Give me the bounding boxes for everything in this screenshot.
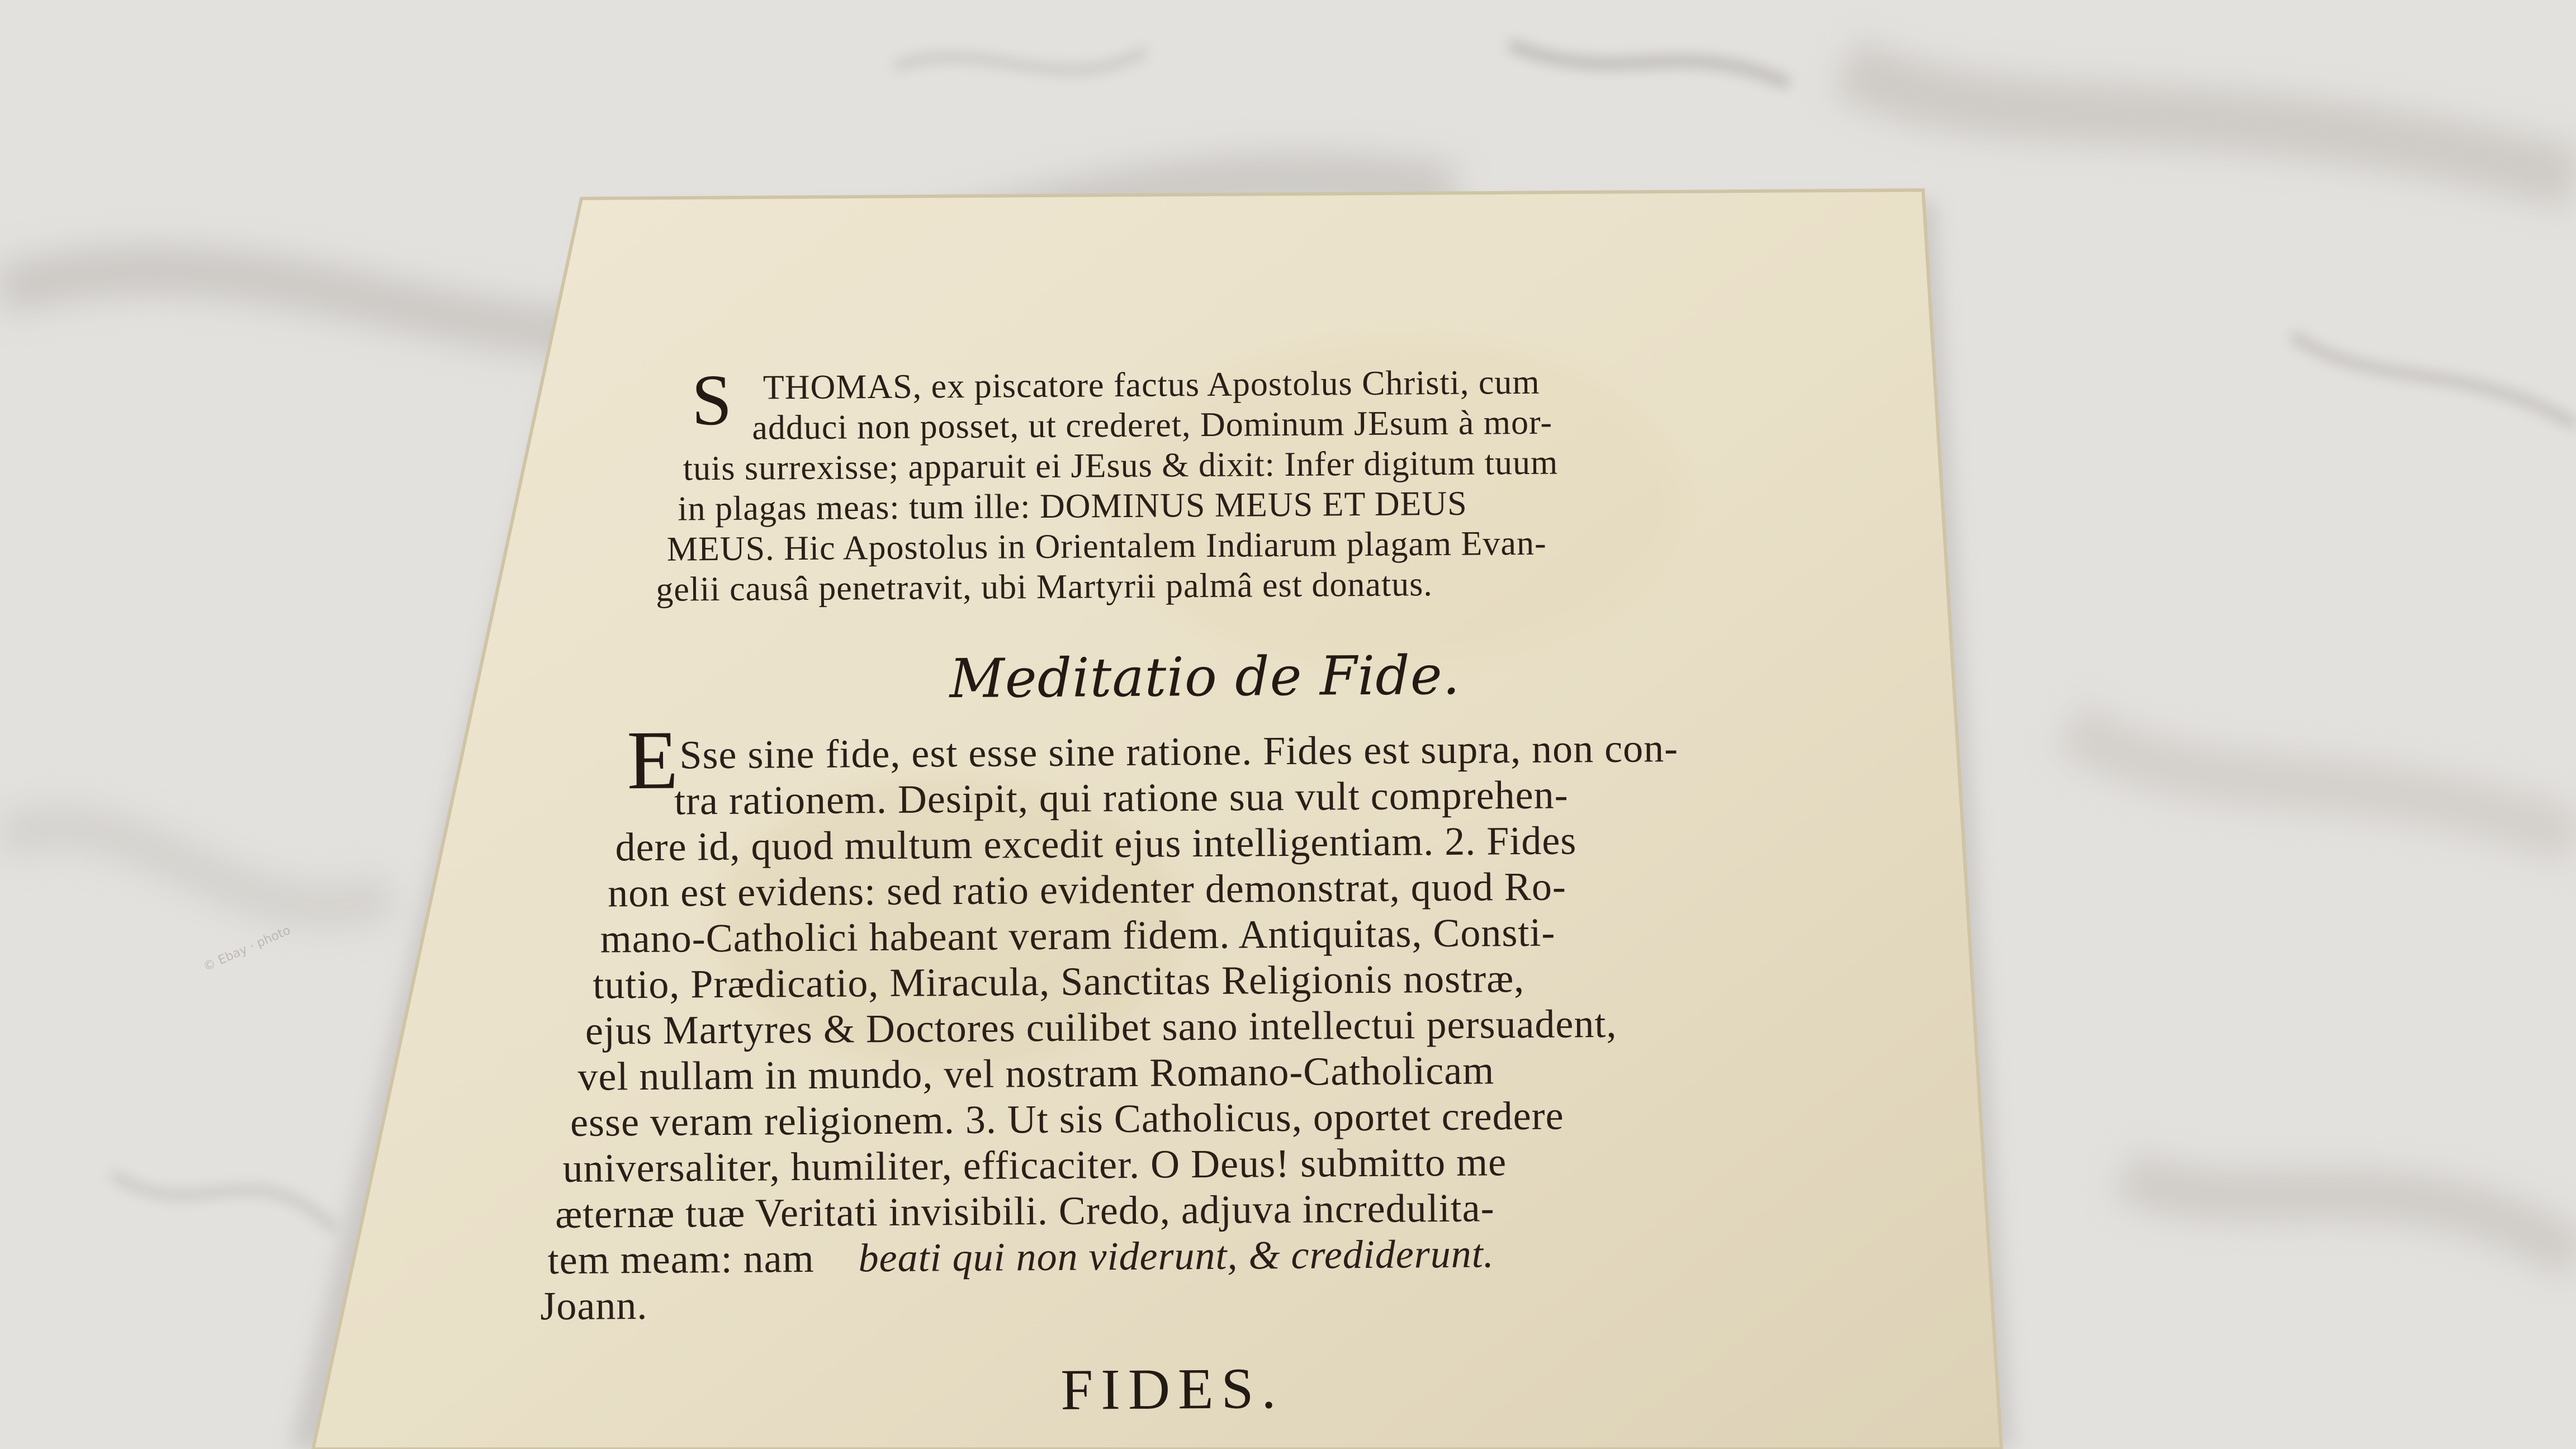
intro-line: gelii causâ penetravit, ubi Martyrii palmâ est donatus. — [656, 565, 1433, 609]
body-line: tutio, Prædicatio, Miracula, Sanctitas Religionis nostræ, — [593, 956, 1525, 1007]
body-line: æternæ tuæ Veritati invisibili. Credo, adjuva incredulita- — [555, 1185, 1495, 1237]
intro-line: THOMAS, ex piscatore factus Apostolus Christi, cum — [763, 363, 1540, 407]
body-line: universaliter, humiliter, efficaciter. O Deus! submitto me — [562, 1139, 1507, 1191]
section-title: FIDES. — [1060, 1356, 1284, 1422]
body-line: tra rationem. Desipit, qui ratione sua vult comprehen- — [674, 772, 1569, 823]
body-line: non est evidens: sed ratio evidenter demonstrat, quod Ro- — [607, 864, 1567, 916]
intro-line: adduci non posset, ut crederet, Dominum JEsum à mor- — [752, 403, 1553, 447]
body-line-text: tem meam: nam — [547, 1235, 815, 1283]
body-line: mano-Catholici habeant veram fidem. Antiquitas, Consti- — [600, 910, 1556, 962]
intro-line: in plagas meas: tum ille: DOMINUS MEUS ET DEUS — [678, 484, 1467, 528]
body-line: Joann. — [540, 1282, 648, 1329]
body-line: vel nullam in mundo, vel nostram Romano-Catholicam — [577, 1048, 1495, 1099]
body-line: ejus Martyres & Doctores cuilibet sano intellectui persuadent, — [585, 1001, 1617, 1053]
intro-line: tuis surrexisse; apparuit ei JEsus & dixit: Infer digitum tuum — [683, 443, 1559, 488]
body-line: esse veram religionem. 3. Ut sis Catholicus, oportet credere — [570, 1093, 1564, 1145]
intro-dropcap: S — [691, 359, 732, 441]
body-italic-quote: beati qui non viderunt, & crediderunt. — [858, 1231, 1495, 1281]
intro-line: MEUS. Hic Apostolus in Orientalem Indiarum plagam Evan- — [666, 524, 1547, 569]
body-line: Sse sine fide, est esse sine ratione. Fides est supra, non con- — [679, 726, 1679, 778]
body-dropcap: E — [626, 713, 679, 807]
page-title: Meditatio de Fide. — [949, 643, 1461, 711]
body-line: dere id, quod multum excedit ejus intelligentiam. 2. Fides — [615, 818, 1577, 870]
watermark: © Ebay · photo — [201, 923, 293, 974]
body-line — [547, 1230, 1494, 1284]
